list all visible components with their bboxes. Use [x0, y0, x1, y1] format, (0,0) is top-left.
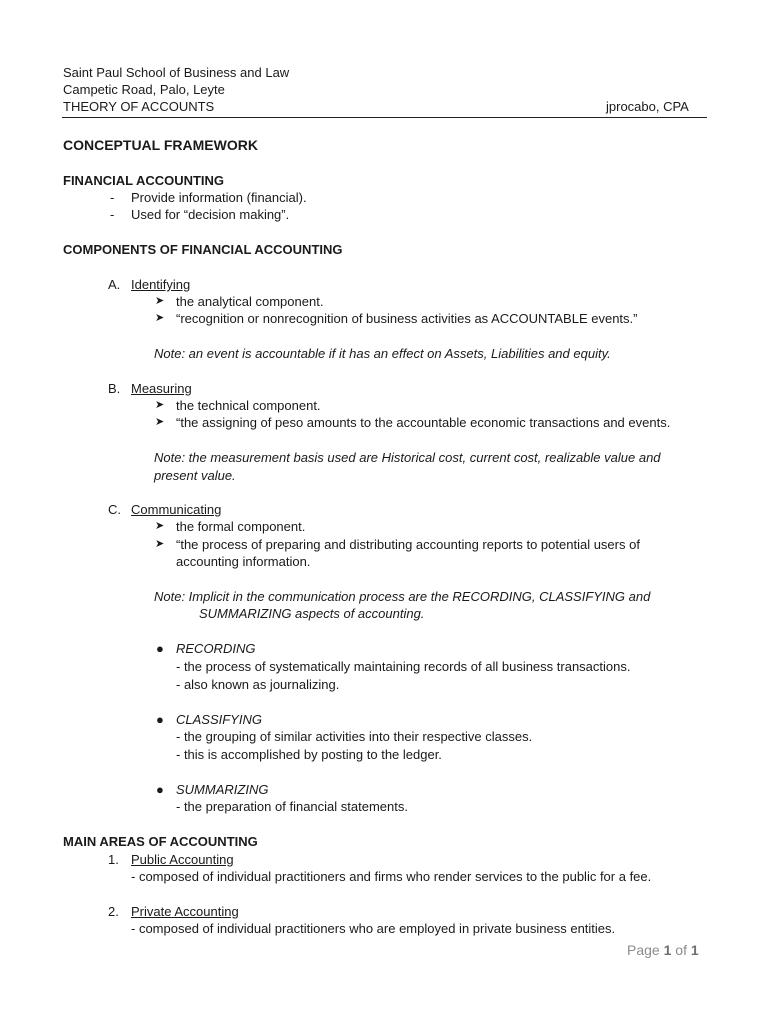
area-description: - composed of individual practitioners and firms who render services to the public for a fee.: [131, 869, 652, 884]
school-address: Campetic Road, Palo, Leyte: [63, 82, 225, 97]
area-description: - composed of individual practitioners who are employed in private business entities.: [131, 921, 616, 936]
area-name: Private Accounting: [131, 904, 239, 919]
dash-bullet: -: [110, 190, 115, 205]
arrowhead-bullet-icon: ➤: [155, 538, 165, 550]
note-text: present value.: [154, 468, 236, 483]
school-name: Saint Paul School of Business and Law: [63, 65, 290, 80]
component-name: Identifying: [131, 277, 191, 292]
aspect-line: - the process of systematically maintaining records of all business transactions.: [176, 659, 631, 674]
round-bullet-icon: ●: [156, 782, 164, 797]
aspect-line: - also known as journalizing.: [176, 677, 340, 692]
arrowhead-bullet-icon: ➤: [155, 416, 165, 428]
list-item: the analytical component.: [176, 294, 324, 309]
area-name: Public Accounting: [131, 852, 234, 867]
author-name: jprocabo, CPA: [606, 99, 689, 114]
component-name: Communicating: [131, 502, 222, 517]
header-divider: [62, 117, 707, 118]
arrowhead-bullet-icon: ➤: [155, 399, 165, 411]
note-text: Note: Implicit in the communication process are the RECORDING, CLASSIFYING and: [154, 589, 651, 604]
round-bullet-icon: ●: [156, 641, 164, 656]
aspect-line: - this is accomplished by posting to the ledger.: [176, 747, 442, 762]
list-item: the technical component.: [176, 398, 321, 413]
note-text: SUMMARIZING aspects of accounting.: [199, 606, 425, 621]
list-marker: 1.: [108, 852, 119, 867]
component-name: Measuring: [131, 381, 192, 396]
page-indicator: [627, 942, 699, 959]
round-bullet-icon: ●: [156, 712, 164, 727]
main-areas-heading: MAIN AREAS OF ACCOUNTING: [63, 834, 258, 849]
aspect-name: RECORDING: [176, 641, 256, 656]
list-item: “the process of preparing and distributing accounting reports to potential users of: [176, 537, 640, 552]
list-item: Provide information (financial).: [131, 190, 307, 205]
page-total: 1: [690, 942, 699, 958]
components-heading: COMPONENTS OF FINANCIAL ACCOUNTING: [63, 242, 343, 257]
arrowhead-bullet-icon: ➤: [155, 295, 165, 307]
of-word: of: [675, 942, 687, 958]
list-item: the formal component.: [176, 519, 306, 534]
page-word: Page: [627, 942, 660, 958]
note-text: Note: an event is accountable if it has an effect on Assets, Liabilities and equity.: [154, 346, 611, 361]
subject-title: THEORY OF ACCOUNTS: [63, 99, 215, 114]
list-marker: 2.: [108, 904, 119, 919]
dash-bullet: -: [110, 207, 115, 222]
list-item: “recognition or nonrecognition of business activities as ACCOUNTABLE events.”: [176, 311, 638, 326]
list-item: accounting information.: [176, 554, 311, 569]
list-marker: A.: [108, 277, 121, 292]
list-item: “the assigning of peso amounts to the accountable economic transactions and events.: [176, 415, 671, 430]
note-text: Note: the measurement basis used are Historical cost, current cost, realizable value and: [154, 450, 661, 465]
arrowhead-bullet-icon: ➤: [155, 520, 165, 532]
list-item: Used for “decision making”.: [131, 207, 290, 222]
list-marker: B.: [108, 381, 121, 396]
aspect-name: CLASSIFYING: [176, 712, 262, 727]
aspect-name: SUMMARIZING: [176, 782, 269, 797]
aspect-line: - the grouping of similar activities into their respective classes.: [176, 729, 533, 744]
arrowhead-bullet-icon: ➤: [155, 312, 165, 324]
page-title: CONCEPTUAL FRAMEWORK: [63, 137, 258, 153]
list-marker: C.: [108, 502, 121, 517]
financial-accounting-heading: FINANCIAL ACCOUNTING: [63, 173, 225, 188]
page-current: 1: [663, 942, 672, 958]
aspect-line: - the preparation of financial statements.: [176, 799, 408, 814]
